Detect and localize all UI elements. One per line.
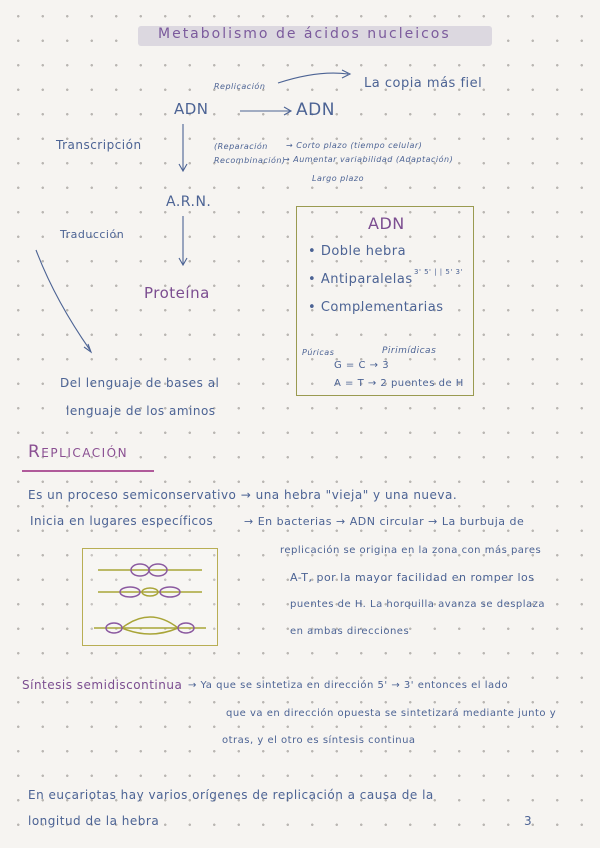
corto-plazo-text: → Corto plazo (tiempo celular)	[286, 141, 423, 150]
lenguaje-line-1: Del lenguaje de bases al	[60, 376, 220, 390]
replicacion-heading: Replicación	[28, 442, 129, 462]
adn-item-2-text: Antiparalelas	[320, 272, 413, 287]
heading-underline	[22, 470, 154, 472]
arrow-traduccion	[36, 250, 90, 350]
rep-line-6: en ambas direcciones	[290, 626, 410, 637]
rep-line-2a: Inicia en lugares específicos	[30, 514, 214, 528]
replicacion-label: Replicación	[214, 82, 266, 91]
arrow-to-copia	[278, 73, 348, 83]
transcripcion-label: Transcripción	[56, 138, 142, 152]
rep-line-1: Es un proceso semiconservativo → una hebra "vieja" y una nueva.	[28, 488, 458, 502]
rep-line-9: otras, y el otro es síntesis continua	[222, 735, 416, 746]
rep-line-5: puentes de H. La horquilla avanza se desplaza	[290, 599, 546, 610]
adn-right: ADN	[296, 100, 335, 120]
rep-line-7b: → Ya que se sintetiza en dirección 5' → 3' entonces el lado	[188, 680, 509, 691]
recombinacion-text: Recombinación)	[214, 156, 286, 165]
rep-line-7a: Síntesis semidiscontinua	[22, 678, 183, 692]
replication-bubbles-drawing	[82, 548, 218, 646]
rep-line-2b: → En bacterias → ADN circular → La burbuja de	[244, 515, 525, 528]
adn-item-1: • Doble hebra	[308, 244, 407, 259]
rep-line-8: que va en dirección opuesta se sintetizará mediante junto y	[226, 708, 557, 719]
page-number: 3	[524, 814, 533, 828]
rep-line-3: replicación se origina en la zona con más pares	[280, 545, 542, 556]
adn-item-1-text: Doble hebra	[320, 244, 407, 259]
pair-at: A = T → 2 puentes de H	[334, 378, 464, 389]
adn-left: ADN	[174, 100, 209, 118]
pirimidicas-label: Pirimídicas	[382, 346, 437, 356]
pair-gc: G = C → 3	[334, 360, 390, 371]
puricas-label: Púricas	[302, 348, 335, 357]
rep-line-10: En eucariotas hay varios orígenes de replicación a causa de la	[28, 788, 434, 802]
aumentar-text: → Aumentar variabilidad (Adaptación)	[283, 155, 454, 164]
strand-marks: 3' 5' | | 5' 3'	[414, 268, 463, 276]
traduccion-label: Traducción	[60, 228, 125, 241]
arn-label: A.R.N.	[166, 194, 212, 210]
lenguaje-line-2: lenguaje de los aminos	[66, 404, 216, 418]
proteina-label: Proteína	[144, 284, 210, 302]
reparacion-text: (Reparación	[214, 142, 268, 151]
adn-item-3: • Complementarias	[308, 300, 444, 315]
rep-line-4: A-T, por la mayor facilidad en romper los	[290, 571, 535, 584]
page-title: Metabolismo de ácidos nucleicos	[158, 26, 451, 42]
rep-line-11: longitud de la hebra	[28, 814, 160, 828]
largo-plazo-text: Largo plazo	[312, 174, 364, 183]
adn-box-title: ADN	[368, 214, 405, 233]
adn-item-3-text: Complementarias	[320, 300, 444, 315]
copia-fiel-text: La copia más fiel	[364, 76, 483, 91]
adn-item-2: • Antiparalelas	[308, 272, 413, 287]
